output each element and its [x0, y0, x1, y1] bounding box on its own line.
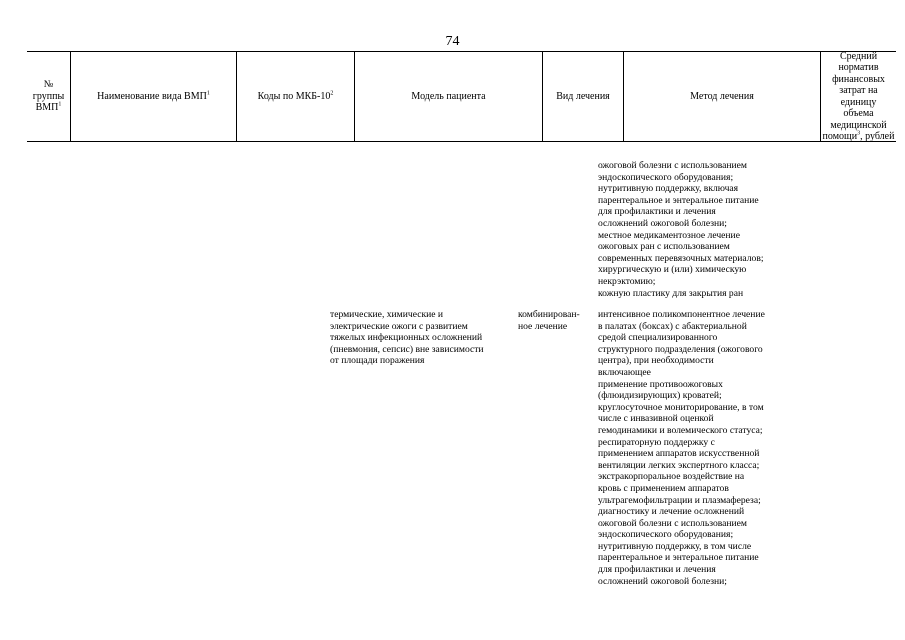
- row-2-treatment-type: комбинирован- ное лечение: [518, 309, 580, 332]
- header-treatment-method: Метод лечения: [690, 90, 754, 102]
- row-2-treatment-method: интенсивное поликомпонентное лечение в палатах (боксах) с абактериальной средой специализированного структурного подразделения (ожогового центра), при необходимости включающее применение противоожоговых (флюидизирующих) кроватей; круглосуточное мониторирование, в том числе с инвазивной оценкой гемодинамики и волемического статуса; респираторную поддержку с применением аппаратов искусственной вентиляции легких экспертного класса; экстракорпоральное воздействие на кровь с применением аппаратов ультрагемофильтрации и плазмафереза; диагностику и лечение осложнений ожоговой болезни с использованием эндоскопического оборудования; нутритивную поддержку, в том числе парентеральное и энтеральное питание для профилактики и лечения осложнений ожоговой болезни;: [598, 309, 765, 587]
- table-header: [27, 51, 896, 142]
- header-vmp-name: Наименование вида ВМП$^1$: [97, 90, 210, 102]
- row-1-treatment-method: ожоговой болезни с использованием эндоскопического оборудования; нутритивную поддержку, включая парентеральное и энтеральное питание для профилактики и лечения осложнений ожоговой болезни; местное медикаментозное лечение ожоговых ран с использованием современных перевязочных материалов; хирургическую и (или) химическую некрэктомию; кожную пластику для закрытия ран: [598, 160, 764, 299]
- header-average-cost: Средний норматив финансовых затрат на единицу объема медицинской помощи$^3$, рублей: [822, 50, 895, 142]
- header-treatment-type: Вид лечения: [556, 90, 610, 102]
- header-patient-model: Модель пациента: [411, 90, 486, 102]
- header-group-number: № группы ВМП$^1$: [32, 79, 65, 114]
- header-mkb-codes: Коды по МКБ-$10^2$: [257, 90, 334, 102]
- row-2-patient-model: термические, химические и электрические ожоги с развитием тяжелых инфекционных осложнений (пневмония, сепсис) вне зависимости от площади поражения: [330, 309, 484, 367]
- page-number: 74: [445, 34, 460, 49]
